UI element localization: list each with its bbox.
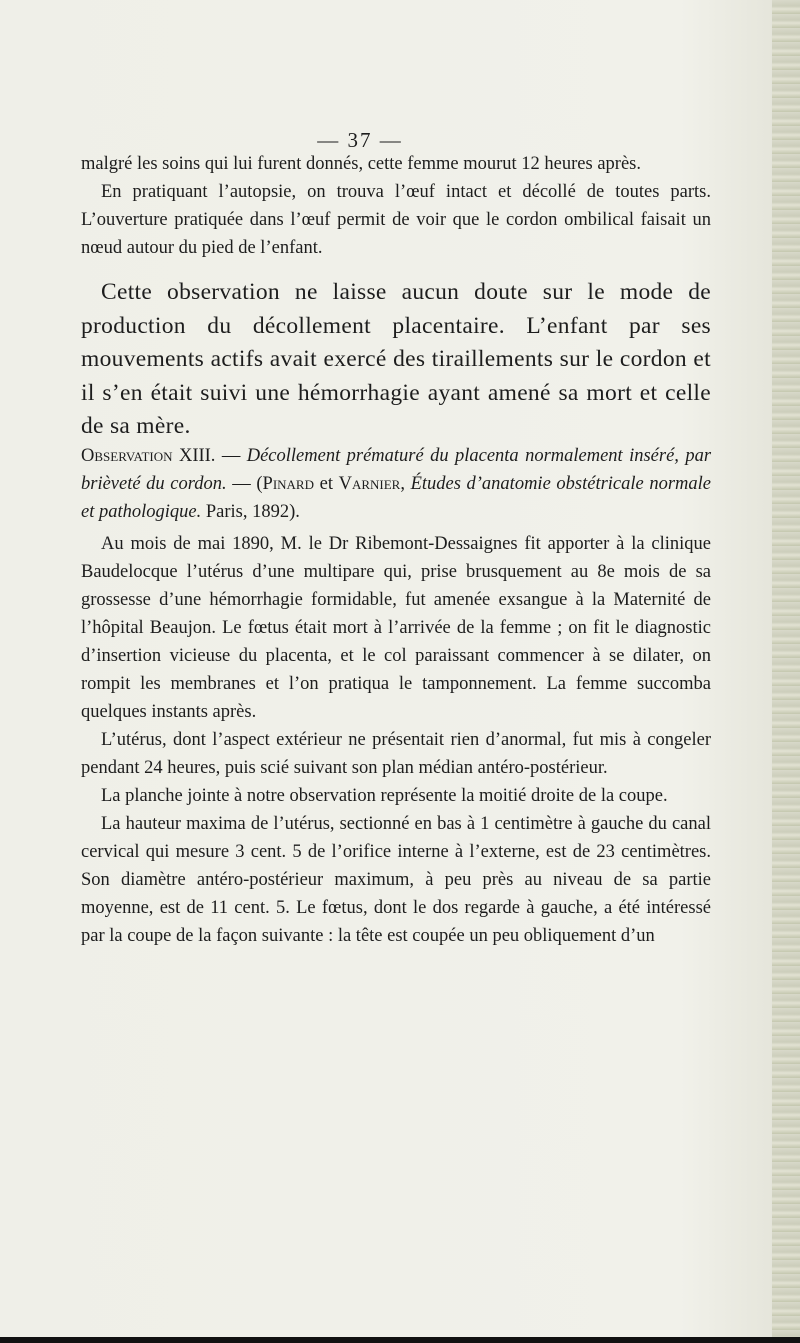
source-work: Études d’anatomie obstétricale normale et pathologique. [81,474,711,522]
observation-number: XIII. [178,446,216,466]
text-block-top [81,150,711,444]
source-place-date: Paris, 1892). [205,502,300,522]
paragraph-continuation: malgré les soins qui lui furent donnés, cette femme mourut 12 heures après. [81,154,641,174]
author-pinard: Pinard [262,474,314,494]
paragraph-autopsy: En pratiquant l’autopsie, on trouva l’œuf intact et décollé de toutes parts. L’ouverture pratiquée dans l’œuf permit de voir que le cordon ombilical faisait un nœud autour du pied de l’enfant. [81,182,711,258]
paragraph-case: Au mois de mai 1890, M. le Dr Ribemont-Dessaignes fit apporter à la clinique Baudelocque l’utérus d’une multipare qui, prise brusquement au 8e mois de sa grossesse d’une hémorrhagie formidable, fut amenée exsangue à la Maternité de l’hôpital Beaujon. Le fœtus était mort à l’arrivée de la femme ; on fit le diagnostic d’insertion vicieuse du placenta, et le col paraissant commencer à se dilater, on rompit les membranes et l’on pratiqua le tamponnement. La femme succomba quelques instants après. [81,534,711,722]
author-conjunction: et [319,474,333,494]
page-number: — 37 — [317,128,403,152]
paragraph-plate: La planche jointe à notre observation représente la moitié droite de la coupe. [101,786,668,806]
paragraph-uterus: L’utérus, dont l’aspect extérieur ne présentait rien d’anormal, fut mis à congeler pendant 24 heures, puis scié suivant son plan médian antéro-postérieur. [81,730,711,778]
page-edge [772,0,800,1343]
heading-dash: — [221,446,241,466]
observation-block [81,442,711,950]
bottom-rule [0,1337,800,1343]
paragraph-measurements: La hauteur maxima de l’utérus, sectionné en bas à 1 centimètre à gauche du canal cervical qui mesure 3 cent. 5 de l’orifice interne à l’externe, est de 23 centimètres. Son diamètre antéro-postérieur maximum, à peu près au niveau de sa partie moyenne, est de 11 cent. 5. Le fœtus, dont le dos regarde à gauche, a été intéressé par la coupe de la façon suivante : la tête est coupée un peu obliquement d’un [81,814,711,946]
observation-heading [81,442,711,526]
observation-title: Décollement prématuré du placenta normalement inséré, par brièveté du cordon. [81,446,712,494]
paragraph-conclusion: Cette observation ne laisse aucun doute sur le mode de production du décollement placentaire. L’enfant par ses mouvements actifs avait exercé des tiraillements sur le cordon et il s’en était suivi une hémorrhagie ayant amené sa mort et celle de sa mère. [81,279,711,439]
observation-label: Observation [81,446,173,466]
heading-separator: — ( [232,474,263,494]
heading-comma: , [400,474,405,494]
author-varnier: Varnier [338,474,401,494]
